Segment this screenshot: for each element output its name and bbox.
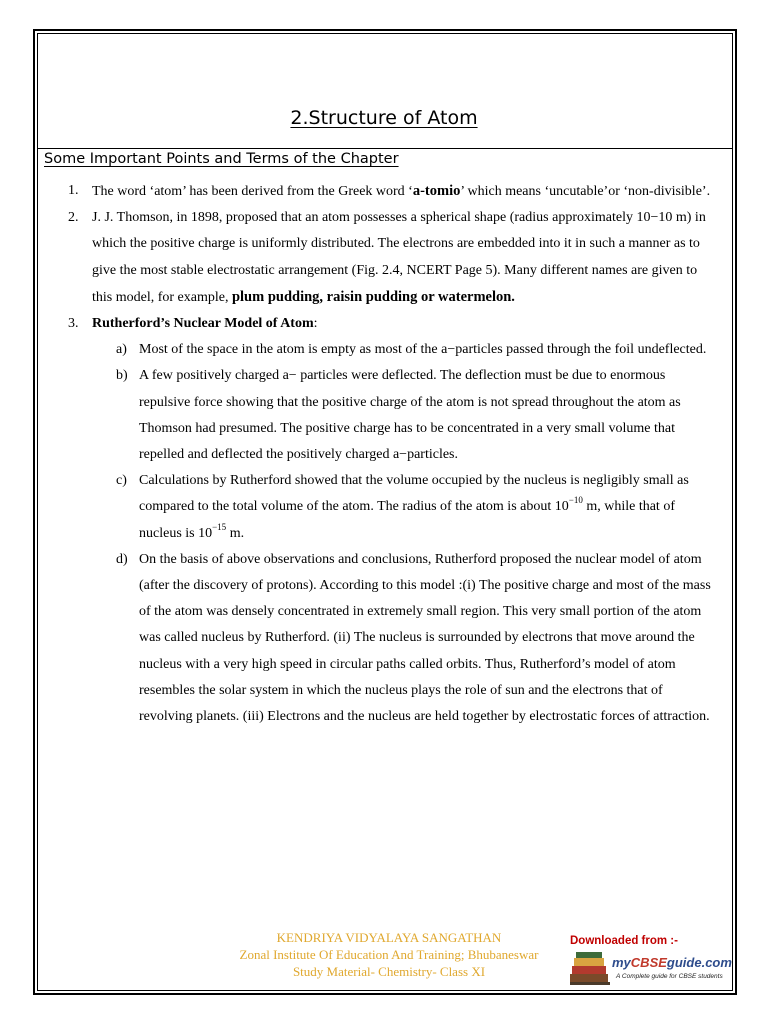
sub-item-text: m. xyxy=(226,525,245,541)
item-number: 2. xyxy=(68,210,79,226)
item-text: J. J. Thomson, in 1898, proposed that an atom possesses a spherical shape (radius approximately 10−10 m) in which the positive charge is uniformly distributed. The electrons are embedded into it in such a manner as to give the most stable electrostatic arrangement (Fig. 2.4, NCERT Page 5). Many different names are given to this model, for example, xyxy=(92,210,706,305)
item-heading: Rutherford’s Nuclear Model of Atom xyxy=(92,316,314,332)
footer-institute xyxy=(200,929,578,980)
footer-line-3: Study Material- Chemistry- Class XI xyxy=(292,964,486,979)
sub-list-item xyxy=(44,337,716,363)
header-box xyxy=(37,33,733,149)
footer-line-2: Zonal Institute Of Education And Training; Bhubaneswar xyxy=(239,947,539,962)
logo-wordmark: myCBSEguide.com xyxy=(612,955,732,970)
mycbseguide-logo[interactable] xyxy=(568,950,732,988)
list-item xyxy=(44,205,716,311)
books-icon xyxy=(568,950,614,988)
sub-list-item xyxy=(44,363,716,468)
section-subtitle: Some Important Points and Terms of the Chapter xyxy=(44,151,399,167)
item-bold-term: a-tomio xyxy=(412,183,461,199)
item-text: : xyxy=(313,316,318,332)
downloaded-from-label: Downloaded from :- xyxy=(570,935,678,947)
sub-list-item xyxy=(44,547,716,730)
list-item xyxy=(44,311,716,337)
sub-item-letter: a) xyxy=(116,342,127,358)
logo-tagline: A Complete guide for CBSE students xyxy=(616,973,723,980)
item-bold-term: plum pudding, raisin pudding or watermelon. xyxy=(231,288,515,305)
page-title: 2.Structure of Atom xyxy=(290,107,478,129)
list-item xyxy=(44,178,716,205)
exponent: −10 xyxy=(568,495,583,506)
item-number: 3. xyxy=(68,316,79,332)
document-body xyxy=(44,178,716,730)
exponent: −15 xyxy=(212,521,227,532)
sub-item-text: m, while that of nucleus is 10 xyxy=(139,499,675,541)
sub-item-text: A few positively charged a− particles were deflected. The deflection must be due to enormous repulsive force showing that the positive charge of the atom is not spread throughout the atom as Thomson had presumed. The positive charge has to be concentrated in a very small volume that repelled and deflected the positively charged a−particles. xyxy=(139,368,681,463)
sub-item-letter: b) xyxy=(116,368,128,384)
sub-list-item xyxy=(44,468,716,547)
item-text: ’ which means ‘uncutable’or ‘non-divisible’. xyxy=(460,184,711,199)
sub-item-letter: c) xyxy=(116,473,127,489)
item-text: The word ‘atom’ has been derived from the Greek word ‘ xyxy=(92,184,413,199)
sub-item-letter: d) xyxy=(116,551,128,567)
sub-item-text: On the basis of above observations and conclusions, Rutherford proposed the nuclear model of atom (after the discovery of protons). According to this model :(i) The positive charge and most of the mass of the atom was densely concentrated in extremely small region. This very small portion of the atom was called nucleus by Rutherford. (ii) The nucleus is surrounded by electrons that move around the nucleus with a very high speed in circular paths called orbits. Thus, Rutherford’s model of atom resembles the solar system in which the nucleus plays the role of sun and the electrons that of revolving planets. (iii) Electrons and the nucleus are held together by electrostatic forces of attraction. xyxy=(139,551,711,725)
footer-line-1: KENDRIYA VIDYALAYA SANGATHAN xyxy=(276,930,502,945)
item-number: 1. xyxy=(68,183,79,198)
sub-item-text: Calculations by Rutherford showed that the volume occupied by the nucleus is negligibly small as compared to the total volume of the atom. The radius of the atom is about 10 xyxy=(139,473,689,515)
sub-item-text: Most of the space in the atom is empty as most of the a−particles passed through the foil undeflected. xyxy=(139,342,707,358)
